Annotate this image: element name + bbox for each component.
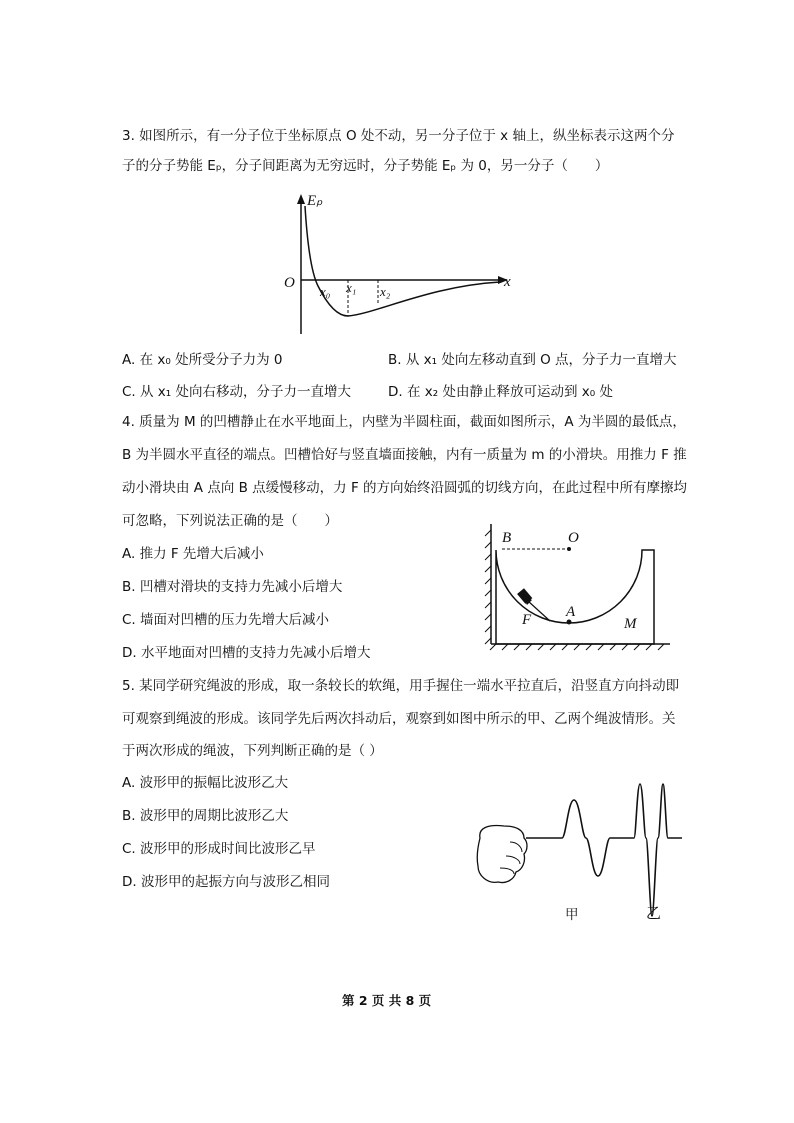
ep-label: Eₚ [307,193,323,209]
potential-energy-figure [280,186,520,336]
q3-option-b: B. 从 x₁ 处向左移动直到 O 点，分子力一直增大 [388,352,677,368]
q5-option-d: D. 波形甲的起振方向与波形乙相同 [122,874,330,890]
wave-label-jia: 甲 [565,907,579,923]
q5-option-c: C. 波形甲的形成时间比波形乙早 [122,841,316,857]
ground-hatch [490,644,664,650]
groove-figure [484,520,674,660]
hand-icon [477,826,527,883]
q4-stem-line2: B 为半圆水平直径的端点。凹槽恰好与竖直墙面接触，内有一质量为 m 的小滑块。用推力 F 推 [122,447,687,463]
q5-option-a: A. 波形甲的振幅比波形乙大 [122,775,289,791]
q4-option-c: C. 墙面对凹槽的压力先增大后减小 [122,612,330,628]
rope-wave [526,784,682,916]
q5-stem-line1: 5. 某同学研究绳波的形成，取一条较长的软绳，用手握住一端水平拉直后，沿竖直方向抖动即 [122,678,680,694]
hand-fingers [500,842,522,874]
x-axis-label: x [504,274,511,290]
q4-stem-line3: 动小滑块由 A 点向 B 点缓慢移动，力 F 的方向始终沿圆弧的切线方向，在此过程中所有摩擦均 [122,480,688,496]
q4-option-b: B. 凹槽对滑块的支持力先减小后增大 [122,579,343,595]
q4-stem-line4: 可忽略，下列说法正确的是（ ） [122,513,338,529]
wall-hatch [485,530,491,644]
q5-stem-line2: 可观察到绳波的形成。该同学先后两次抖动后，观察到如图中所示的甲、乙两个绳波情形。关 [122,711,676,727]
q4-option-a: A. 推力 F 先增大后减小 [122,546,264,562]
x1-label: x₁ [346,280,357,295]
q3-stem-line1: 3. 如图所示，有一分子位于坐标原点 O 处不动，另一分子位于 x 轴上，纵坐标表示这两个分 [122,128,675,144]
q3-option-c: C. 从 x₁ 处向右移动，分子力一直增大 [122,384,351,400]
q3-stem-line2: 子的分子势能 Eₚ，分子间距离为无穷远时，分子势能 Eₚ 为 0，另一分子（ ） [122,158,609,174]
q3-option-a: A. 在 x₀ 处所受分子力为 0 [122,352,283,368]
point-a [567,620,572,625]
q4-option-d: D. 水平地面对凹槽的支持力先减小后增大 [122,645,371,661]
label-m: M [624,616,637,632]
wave-label-yi: 乙 [646,904,662,922]
potential-curve [305,206,500,316]
label-o: O [568,530,579,546]
label-b: B [502,530,512,546]
x0-label: x₀ [320,284,331,299]
origin-label: O [284,275,295,291]
q5-stem-line3: 于两次形成的绳波，下列判断正确的是（ ） [122,743,383,759]
q4-stem-line1: 4. 质量为 M 的凹槽静止在水平地面上，内壁为半圆柱面，截面如图所示，A 为半圆的最低点， [122,414,686,430]
center-point [567,547,571,551]
x2-label: x₂ [380,284,391,299]
label-f: F [522,612,532,628]
y-axis-arrow [297,194,305,204]
force-f-arrow [528,601,550,621]
page-footer: 第 2 页 共 8 页 [342,993,432,1008]
q3-option-d: D. 在 x₂ 处由静止释放可运动到 x₀ 处 [388,384,613,400]
q5-option-b: B. 波形甲的周期比波形乙大 [122,808,289,824]
label-a: A [566,604,576,620]
